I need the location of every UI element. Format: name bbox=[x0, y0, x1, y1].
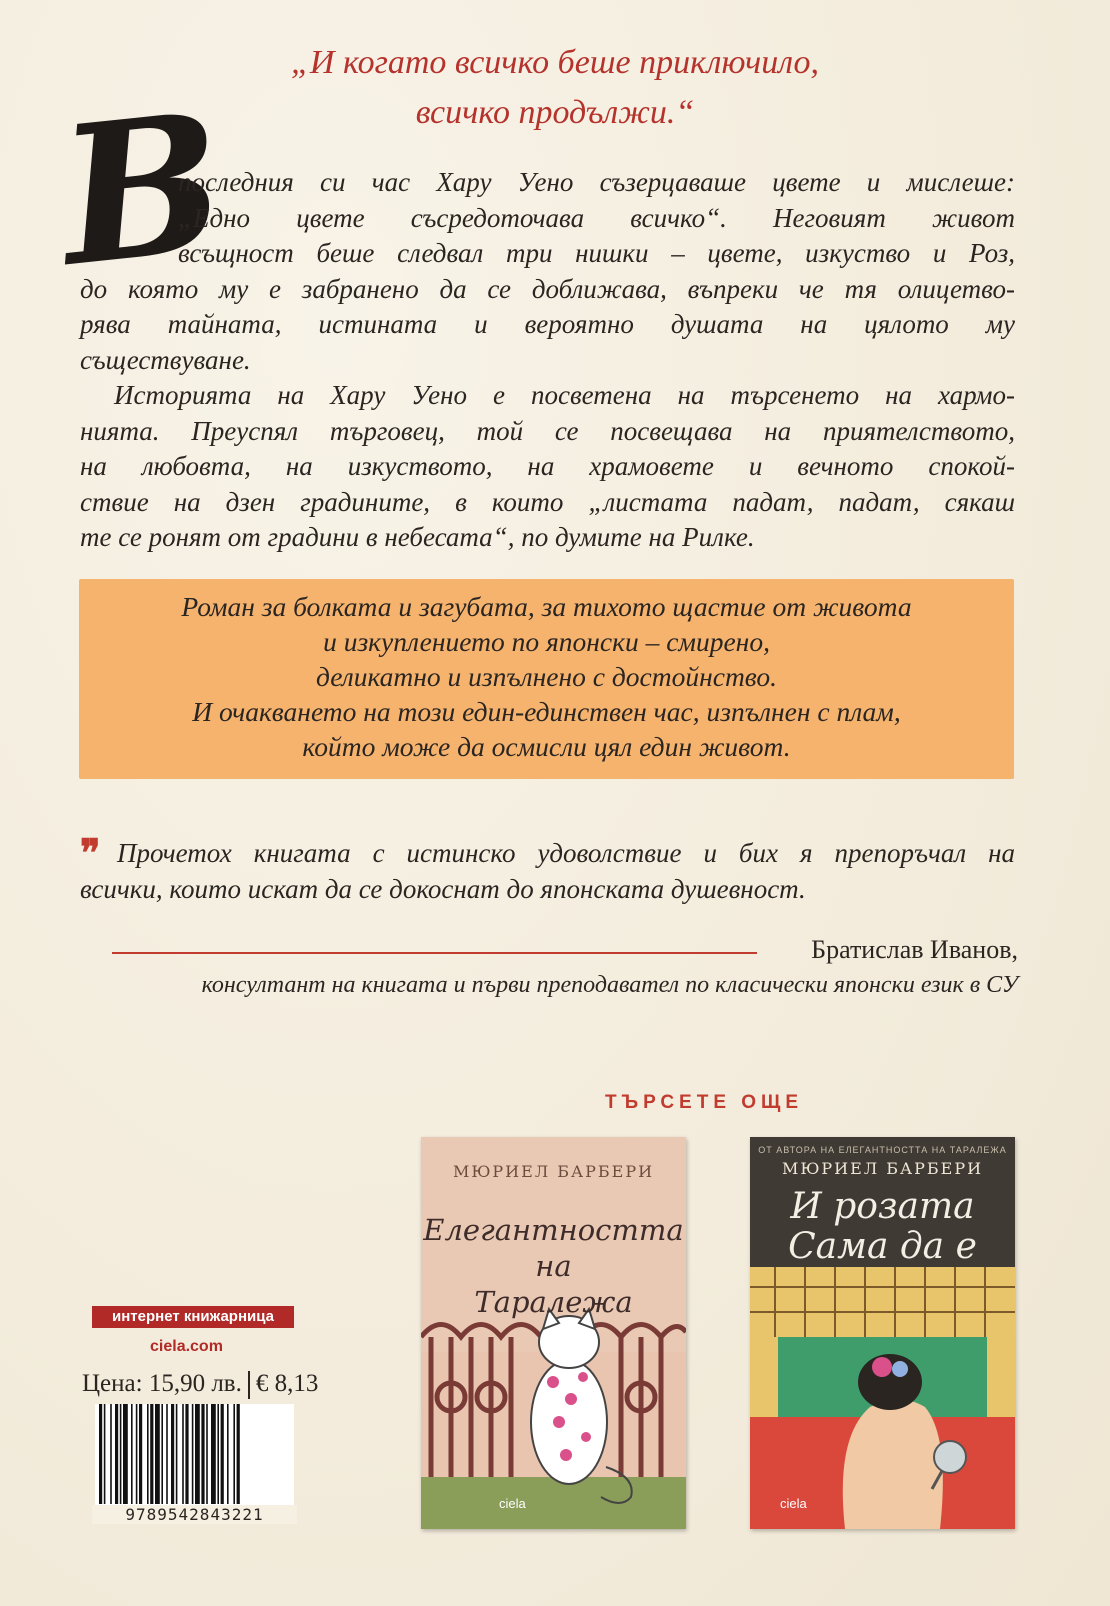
barcode-bar bbox=[120, 1404, 122, 1504]
barcode-bar bbox=[211, 1404, 216, 1504]
book-cover-art bbox=[421, 1137, 686, 1529]
barcode-bar bbox=[136, 1404, 138, 1504]
book-title-line: И розата bbox=[790, 1186, 975, 1227]
text-line: рява тайната, истината и вероятно душата на цялото му bbox=[80, 309, 1015, 339]
barcode-bar bbox=[171, 1404, 174, 1504]
barcode-bar bbox=[110, 1404, 112, 1504]
barcode-bar bbox=[123, 1404, 128, 1504]
online-bookstore-tag: интернет книжарница bbox=[92, 1306, 294, 1328]
see-more-heading: ТЪРСЕТЕ ОЩЕ bbox=[605, 1092, 804, 1113]
book-title bbox=[421, 1212, 686, 1320]
epigraph-line: „И когато всичко беше приключило, bbox=[291, 44, 819, 81]
text-line: съществуване. bbox=[80, 344, 251, 375]
barcode-bar bbox=[147, 1404, 149, 1504]
barcode bbox=[95, 1404, 294, 1521]
barcode-bar bbox=[185, 1404, 188, 1504]
divider-rule bbox=[112, 952, 757, 954]
price bbox=[82, 1370, 318, 1399]
text-line: ствие на дзен градините, в които „листата падат, падат, сякаш bbox=[80, 486, 1015, 517]
review-author: Братислав Иванов, bbox=[811, 935, 1018, 964]
barcode-digits: 9789542843221 bbox=[92, 1505, 297, 1524]
barcode-bar bbox=[201, 1404, 204, 1504]
barcode-bar bbox=[237, 1404, 240, 1504]
drop-cap: В bbox=[50, 70, 234, 309]
barcode-bar bbox=[233, 1404, 235, 1504]
book-title bbox=[750, 1187, 1015, 1267]
barcode-bar bbox=[155, 1404, 160, 1504]
book-cover-rose[interactable] bbox=[750, 1137, 1015, 1529]
text-line: те се ронят от градини в небесата“, по думите на Рилке. bbox=[80, 522, 755, 552]
barcode-bar bbox=[227, 1404, 229, 1504]
intro-paragraph-2 bbox=[80, 378, 1015, 556]
barcode-bar bbox=[192, 1404, 194, 1504]
text-line: на любовта, на изкуството, на храмовете и вечното спокой- bbox=[80, 451, 1015, 481]
barcode-bar bbox=[195, 1404, 200, 1504]
text-line: последния си час Хару Уено съзерцаваше цвете и мислеше: bbox=[178, 167, 1015, 197]
barcode-bar bbox=[115, 1404, 118, 1504]
intro-text bbox=[80, 165, 1015, 556]
barcode-bar bbox=[182, 1404, 184, 1504]
highlight-line: И очакването на този един-единствен час, изпълнен с плам, bbox=[192, 696, 901, 727]
text-line: Историята на Хару Уено е посветена на търсенето на хармо- bbox=[114, 380, 1015, 410]
barcode-bar bbox=[166, 1404, 168, 1504]
quote-icon: ❞ bbox=[80, 830, 101, 875]
book-title-line: Сама да е bbox=[788, 1226, 977, 1267]
book-author: МЮРИЕЛ БАРБЕРИ bbox=[452, 1162, 655, 1181]
barcode-bar bbox=[131, 1404, 133, 1504]
text-line: до която му е забранено да се доближава, въпреки че тя олицетво- bbox=[80, 273, 1015, 304]
book-cover-hedgehog[interactable] bbox=[421, 1137, 686, 1529]
epigraph-line: всичко продължи.“ bbox=[415, 94, 695, 131]
text-line: всъщност беше следвал три нишки – цвете, изкуство и Роз, bbox=[178, 238, 1015, 268]
barcode-bar bbox=[150, 1404, 153, 1504]
publisher-logo: ciela bbox=[780, 1496, 807, 1511]
price-separator bbox=[248, 1371, 250, 1399]
text-line: „Едно цвете съсредоточава всичко“. Неговият живот bbox=[178, 202, 1015, 233]
highlight-line: който може да осмисли цял един живот. bbox=[302, 731, 791, 762]
highlight-line: деликатно и изпълнено с достойнство. bbox=[315, 661, 777, 692]
barcode-bar bbox=[104, 1404, 106, 1504]
price-bgn: Цена: 15,90 лв. bbox=[82, 1370, 242, 1397]
barcode-bars bbox=[95, 1404, 294, 1521]
shop-url-link[interactable]: ciela.com bbox=[150, 1338, 223, 1355]
barcode-bar bbox=[206, 1404, 208, 1504]
book-title-line: на bbox=[535, 1249, 572, 1283]
review-line: всички, които искат да се докоснат до японската душевност. bbox=[80, 874, 806, 904]
book-series-note: ОТ АВТОРА НА ЕЛЕГАНТНОСТТА НА ТАРАЛЕЖА bbox=[758, 1145, 1007, 1155]
intro-paragraph-1 bbox=[80, 165, 1015, 378]
book-title-line: Таралежа bbox=[474, 1285, 633, 1319]
review-quote bbox=[80, 835, 1015, 907]
highlight-line: Роман за болката и загубата, за тихото щастие от живота bbox=[181, 591, 912, 622]
barcode-bar bbox=[99, 1404, 102, 1504]
highlight-line: и изкуплението по японски – смирено, bbox=[323, 626, 770, 657]
barcode-bar bbox=[221, 1404, 224, 1504]
barcode-bar bbox=[176, 1404, 178, 1504]
book-author: МЮРИЕЛ БАРБЕРИ bbox=[781, 1159, 984, 1178]
price-eur: € 8,13 bbox=[255, 1370, 319, 1397]
review-author-role: консултант на книгата и първи преподавател по класически японски език в СУ bbox=[201, 972, 1018, 998]
text-line: нията. Преуспял търговец, той се посвещава на приятелството, bbox=[80, 415, 1015, 446]
book-title-line: Елегантността bbox=[423, 1213, 684, 1247]
highlight-box bbox=[79, 579, 1014, 779]
barcode-bar bbox=[217, 1404, 219, 1504]
barcode-bar bbox=[139, 1404, 142, 1504]
barcode-bar bbox=[161, 1404, 163, 1504]
publisher-logo: ciela bbox=[499, 1496, 526, 1511]
review-line: Прочетох книгата с истинско удоволствие и бих я препоръчал на bbox=[117, 838, 1015, 868]
